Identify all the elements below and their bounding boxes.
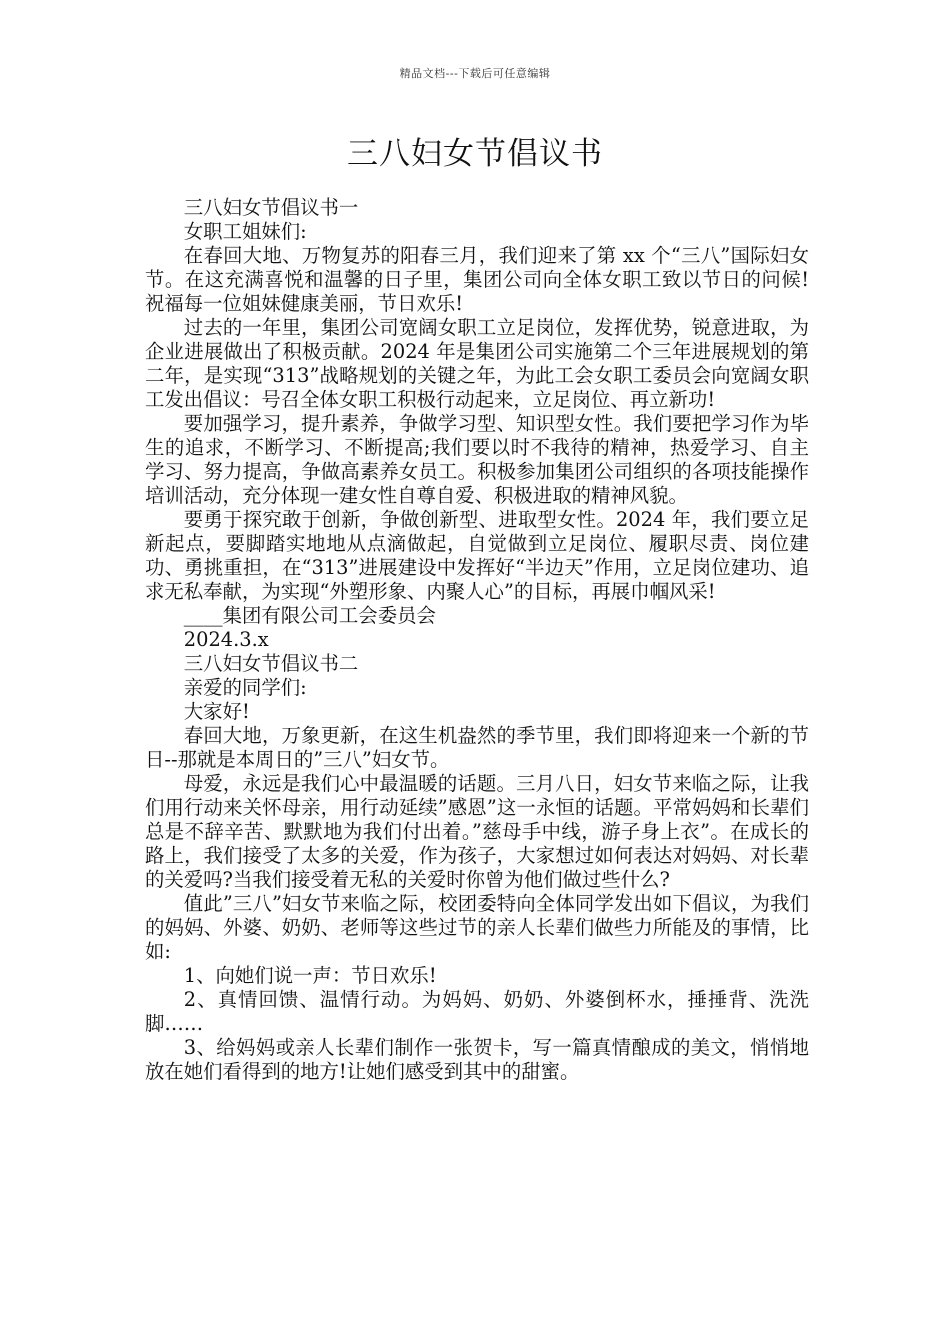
greeting: 大家好!	[183, 700, 250, 723]
salutation: 女职工姐妹们:	[183, 220, 307, 243]
signature: ____集团有限公司工会委员会	[183, 604, 436, 627]
paragraph: 在春回大地、万物复苏的阳春三月，我们迎来了第 xx 个“三八”国际妇女节。在这充满喜悦和温馨的日子里，集团公司向全体女职工致以节日的问候!祝福每一位姐妹健康美丽，节日欢乐!	[145, 244, 809, 315]
paragraph: 值此”三八”妇女节来临之际，校团委特向全体同学发出如下倡议，为我们的妈妈、外婆、奶奶、老师等这些过节的亲人长辈们做些力所能及的事情，比如:	[145, 892, 809, 963]
paragraph: 母爱，永远是我们心中最温暖的话题。三月八日，妇女节来临之际，让我们用行动来关怀母亲，用行动延续”感恩”这一永恒的话题。平常妈妈和长辈们总是不辞辛苦、默默地为我们付出着。”慈母手中线，游子身上衣”。在成长的路上，我们接受了太多的关爱，作为孩子，大家想过如何表达对妈妈、对长辈的关爱吗?当我们接受着无私的关爱时你曾为他们做过些什么?	[145, 772, 809, 891]
list-item: 3、给妈妈或亲人长辈们制作一张贺卡，写一篇真情酿成的美文，悄悄地放在她们看得到的地方!让她们感受到其中的甜蜜。	[145, 1036, 809, 1083]
list-item: 1、向她们说一声：节日欢乐!	[183, 964, 437, 987]
paragraph: 要勇于探究敢于创新，争做创新型、进取型女性。2024 年，我们要立足新起点，要脚踏实地地从点滴做起，自觉做到立足岗位、履职尽责、岗位建功、勇挑重担，在“313”进展建设中发挥好“半边天”作用，立足岗位建功、追求无私奉献，为实现“外塑形象、内聚人心”的目标，再展巾帼风采!	[145, 508, 809, 603]
paragraph: 春回大地，万象更新，在这生机盎然的季节里，我们即将迎来一个新的节日--那就是本周日的”三八”妇女节。	[145, 724, 809, 771]
header-note: 精品文档---下载后可任意编辑	[399, 67, 551, 80]
paragraph: 要加强学习，提升素养，争做学习型、知识型女性。我们要把学习作为毕生的追求，不断学习、不断提高;我们要以时不我待的精神，热爱学习、自主学习、努力提高，争做高素养女员工。积极参加集团公司组织的各项技能操作培训活动，充分体现一建女性自尊自爱、积极进取的精神风貌。	[145, 412, 809, 507]
page-title: 三八妇女节倡议书	[347, 136, 603, 172]
section-heading: 三八妇女节倡议书一	[183, 196, 359, 219]
date-line: 2024.3.x	[183, 628, 269, 651]
list-item: 2、真情回馈、温情行动。为妈妈、奶奶、外婆倒杯水，捶捶背、洗洗脚……	[145, 988, 809, 1035]
paragraph: 过去的一年里，集团公司宽阔女职工立足岗位，发挥优势，锐意进取，为企业进展做出了积极贡献。2024 年是集团公司实施第二个三年进展规划的第二年，是实现“313”战略规划的关键之年，为此工会女职工委员会向宽阔女职工发出倡议：号召全体女职工积极行动起来，立足岗位、再立新功!	[145, 316, 809, 411]
document-body	[145, 196, 809, 1084]
section-heading: 三八妇女节倡议书二	[183, 652, 359, 675]
salutation: 亲爱的同学们:	[183, 676, 307, 699]
